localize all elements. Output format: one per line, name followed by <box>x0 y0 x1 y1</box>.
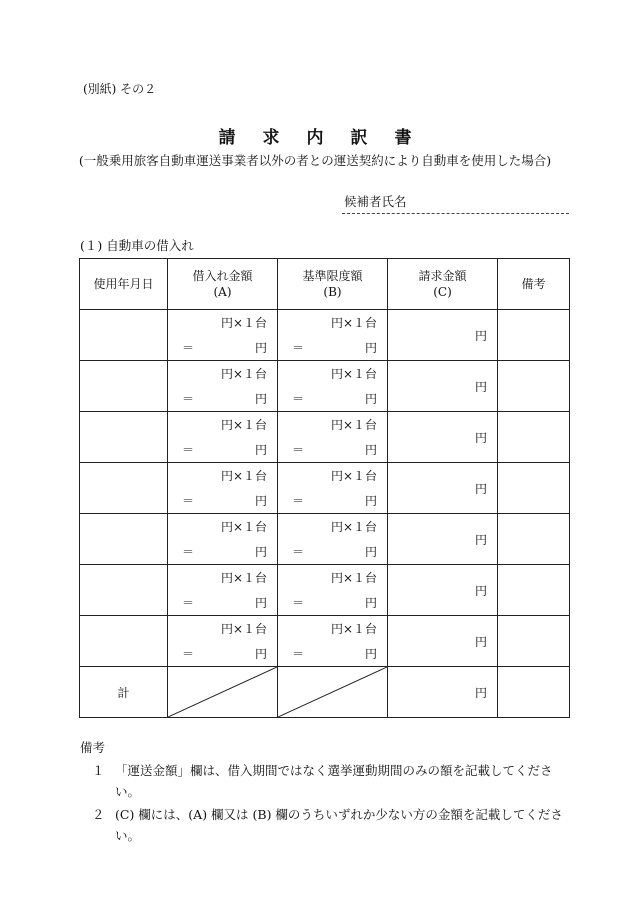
limit-amount-cell[interactable] <box>278 361 388 412</box>
note-item: ２ (C) 欄には、(A) 欄又は (B) 欄のうちいずれか少ない方の金額を記載してください。 <box>92 807 563 843</box>
equals-sign: ＝ <box>292 443 305 457</box>
limit-amount-cell[interactable] <box>278 310 388 361</box>
unit-rate-label: 円×１台 <box>220 571 267 585</box>
total-limit-diagonal <box>278 667 388 718</box>
unit-rate-label: 円×１台 <box>330 571 377 585</box>
billing-table <box>79 258 570 718</box>
remarks-cell[interactable] <box>498 463 570 514</box>
attachment-label: (別紙) その２ <box>83 82 157 96</box>
yen-label: 円 <box>364 392 377 406</box>
total-row <box>80 667 570 718</box>
yen-label: 円 <box>364 341 377 355</box>
limit-amount-cell[interactable] <box>278 463 388 514</box>
yen-label: 円 <box>474 532 487 547</box>
limit-amount-cell[interactable] <box>278 565 388 616</box>
limit-amount-cell[interactable] <box>278 616 388 667</box>
equals-sign: ＝ <box>182 494 195 508</box>
equals-sign: ＝ <box>292 494 305 508</box>
yen-label: 円 <box>254 443 267 457</box>
total-rental-diagonal <box>168 667 278 718</box>
usage-date-cell[interactable] <box>80 616 168 667</box>
col-claim-amount: 請求金額 (C) <box>388 259 498 310</box>
equals-sign: ＝ <box>182 596 195 610</box>
equals-sign: ＝ <box>182 545 195 559</box>
col-rental-amount: 借入れ金額 (A) <box>168 259 278 310</box>
yen-label: 円 <box>254 341 267 355</box>
col-remarks: 備考 <box>498 259 570 310</box>
note-item: １ 「運送金額」欄は、借入期間ではなく選挙運動期間のみの額を記載してください。 <box>92 763 553 799</box>
table-row <box>80 514 570 565</box>
yen-label: 円 <box>254 596 267 610</box>
claim-amount-cell[interactable] <box>388 514 498 565</box>
equals-sign: ＝ <box>182 392 195 406</box>
yen-label: 円 <box>364 647 377 661</box>
remarks-cell[interactable] <box>498 361 570 412</box>
yen-label: 円 <box>254 392 267 406</box>
rental-amount-cell[interactable] <box>168 361 278 412</box>
unit-rate-label: 円×１台 <box>330 469 377 483</box>
col-usage-date: 使用年月日 <box>80 259 168 310</box>
yen-label: 円 <box>474 379 487 394</box>
rental-amount-cell[interactable] <box>168 310 278 361</box>
yen-label: 円 <box>474 583 487 598</box>
yen-label: 円 <box>474 634 487 649</box>
col-limit-amount: 基準限度額 (B) <box>278 259 388 310</box>
equals-sign: ＝ <box>292 392 305 406</box>
yen-label: 円 <box>364 443 377 457</box>
yen-label: 円 <box>364 545 377 559</box>
yen-label: 円 <box>364 596 377 610</box>
rental-amount-cell[interactable] <box>168 514 278 565</box>
remarks-cell[interactable] <box>498 310 570 361</box>
unit-rate-label: 円×１台 <box>220 520 267 534</box>
claim-amount-cell[interactable] <box>388 463 498 514</box>
usage-date-cell[interactable] <box>80 463 168 514</box>
yen-label: 円 <box>474 481 487 496</box>
unit-rate-label: 円×１台 <box>220 418 267 432</box>
usage-date-cell[interactable] <box>80 514 168 565</box>
remarks-cell[interactable] <box>498 514 570 565</box>
rental-amount-cell[interactable] <box>168 463 278 514</box>
unit-rate-label: 円×１台 <box>330 418 377 432</box>
equals-sign: ＝ <box>182 647 195 661</box>
yen-label: 円 <box>254 494 267 508</box>
usage-date-cell[interactable] <box>80 412 168 463</box>
claim-amount-cell[interactable] <box>388 412 498 463</box>
unit-rate-label: 円×１台 <box>220 367 267 381</box>
unit-rate-label: 円×１台 <box>330 520 377 534</box>
yen-label: 円 <box>474 328 487 343</box>
table-row <box>80 310 570 361</box>
equals-sign: ＝ <box>292 545 305 559</box>
document-title: 請求内訳書 <box>218 128 439 148</box>
unit-rate-label: 円×１台 <box>220 316 267 330</box>
remarks-cell[interactable] <box>498 616 570 667</box>
table-row <box>80 412 570 463</box>
table-row <box>80 565 570 616</box>
total-remarks[interactable] <box>498 667 570 718</box>
yen-label: 円 <box>364 494 377 508</box>
remarks-cell[interactable] <box>498 565 570 616</box>
equals-sign: ＝ <box>182 341 195 355</box>
table-row <box>80 463 570 514</box>
equals-sign: ＝ <box>292 596 305 610</box>
usage-date-cell[interactable] <box>80 565 168 616</box>
notes-heading: 備考 <box>80 740 106 755</box>
claim-amount-cell[interactable] <box>388 565 498 616</box>
claim-amount-cell[interactable] <box>388 310 498 361</box>
rental-amount-cell[interactable] <box>168 616 278 667</box>
section-label: (１) 自動車の借入れ <box>80 238 194 253</box>
candidate-name-line[interactable] <box>342 213 569 214</box>
unit-rate-label: 円×１台 <box>220 469 267 483</box>
document-subtitle: (一般乗用旅客自動車運送事業者以外の者との運送契約により自動車を使用した場合) <box>78 153 552 168</box>
rental-amount-cell[interactable] <box>168 412 278 463</box>
unit-rate-label: 円×１台 <box>330 622 377 636</box>
unit-rate-label: 円×１台 <box>220 622 267 636</box>
equals-sign: ＝ <box>182 443 195 457</box>
rental-amount-cell[interactable] <box>168 565 278 616</box>
candidate-name-label: 候補者氏名 <box>344 194 407 209</box>
equals-sign: ＝ <box>292 341 305 355</box>
unit-rate-label: 円×１台 <box>330 316 377 330</box>
limit-amount-cell[interactable] <box>278 514 388 565</box>
total-label: 計 <box>80 667 168 718</box>
claim-amount-cell[interactable] <box>388 361 498 412</box>
usage-date-cell[interactable] <box>80 361 168 412</box>
table-header-row <box>80 259 570 310</box>
total-claim-amount[interactable]: 円 <box>388 667 498 718</box>
yen-label: 円 <box>254 545 267 559</box>
table-row <box>80 361 570 412</box>
remarks-cell[interactable] <box>498 412 570 463</box>
limit-amount-cell[interactable] <box>278 412 388 463</box>
equals-sign: ＝ <box>292 647 305 661</box>
yen-label: 円 <box>254 647 267 661</box>
table-row <box>80 616 570 667</box>
usage-date-cell[interactable] <box>80 310 168 361</box>
unit-rate-label: 円×１台 <box>330 367 377 381</box>
claim-amount-cell[interactable] <box>388 616 498 667</box>
yen-label: 円 <box>474 430 487 445</box>
